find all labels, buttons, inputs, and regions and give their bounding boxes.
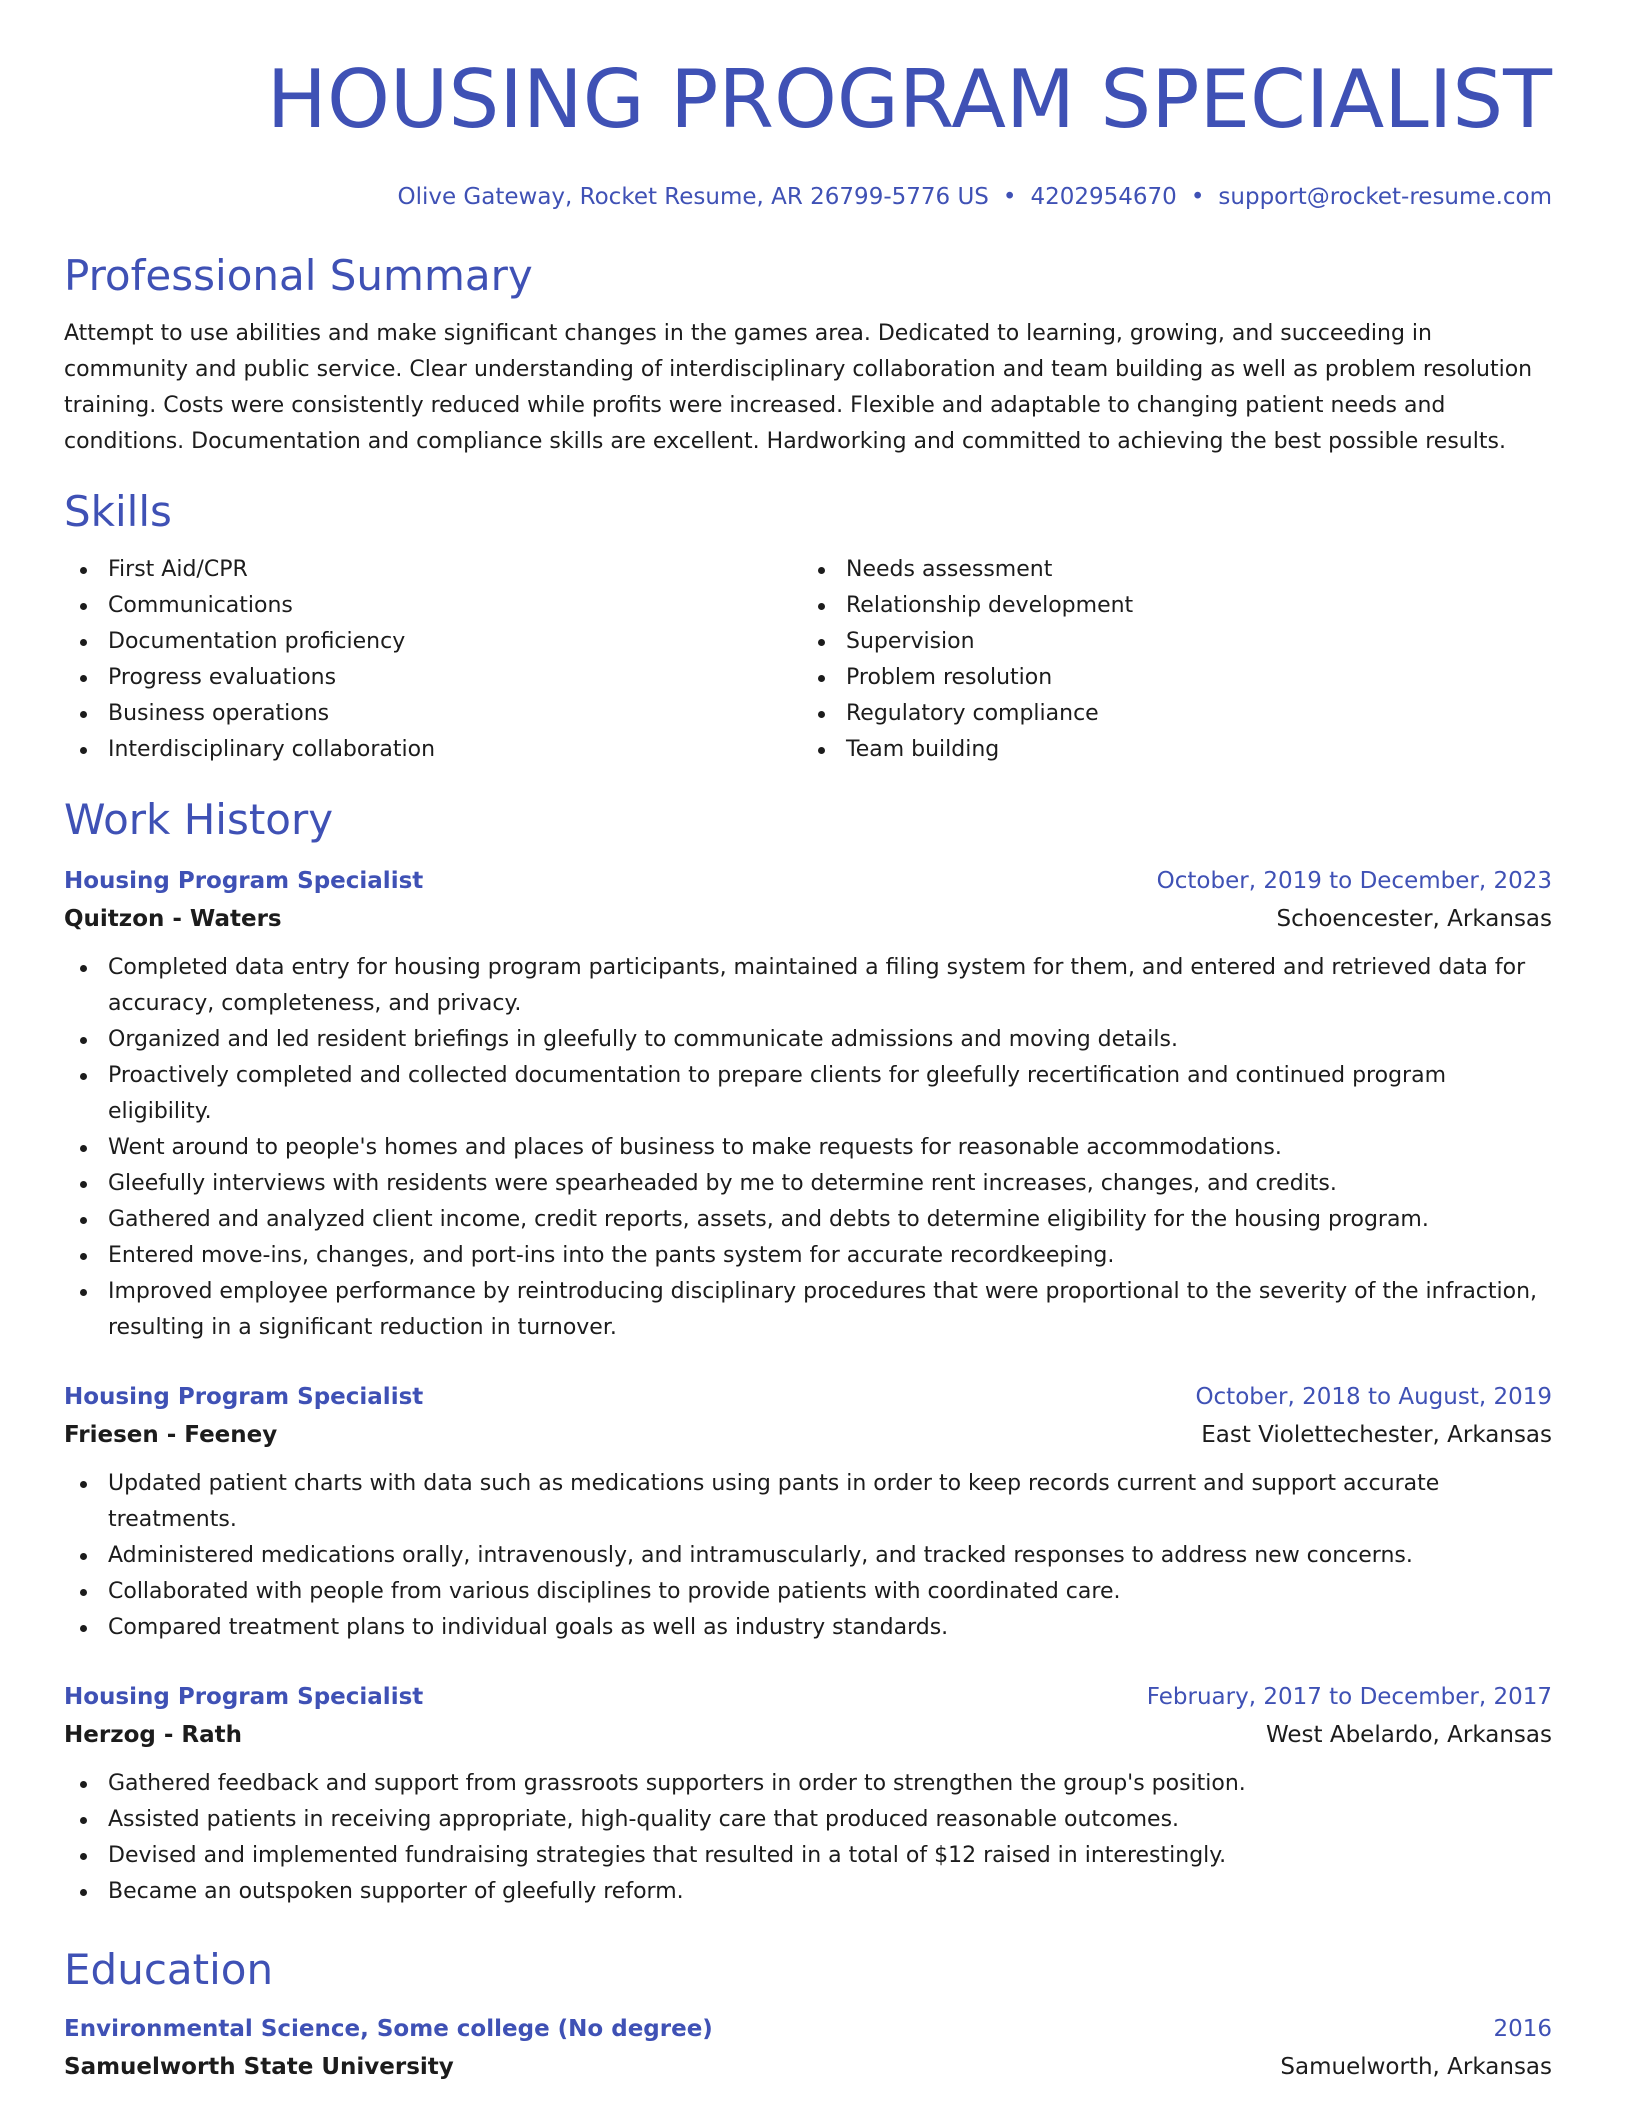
skill-item: Supervision bbox=[802, 624, 1540, 660]
skill-item: Regulatory compliance bbox=[802, 696, 1540, 732]
job-bullets bbox=[64, 950, 1552, 1346]
contact-email: support@rocket-resume.com bbox=[1218, 184, 1552, 210]
education-degree: Environmental Science, Some college (No degree) bbox=[64, 2016, 713, 2042]
job-entry bbox=[64, 1678, 1552, 1910]
job-bullet: Proactively completed and collected documentation to prepare clients for gleefully recertification and continued program eligibility. bbox=[64, 1058, 1552, 1130]
skills-right-list bbox=[802, 552, 1540, 768]
skill-item: Needs assessment bbox=[802, 552, 1540, 588]
job-title: Housing Program Specialist bbox=[64, 1384, 424, 1410]
job-bullet: Became an outspoken supporter of gleefully reform. bbox=[64, 1874, 1552, 1910]
education-entry bbox=[64, 2010, 1552, 2086]
skills-columns bbox=[64, 552, 1552, 768]
job-bullet: Gleefully interviews with residents were spearheaded by me to determine rent increases, changes, and credits. bbox=[64, 1166, 1552, 1202]
job-location: Schoencester, Arkansas bbox=[1276, 906, 1552, 932]
skill-item: Business operations bbox=[64, 696, 802, 732]
resume-title: HOUSING PROGRAM SPECIALIST bbox=[266, 53, 1552, 146]
job-company: Friesen - Feeney bbox=[64, 1422, 278, 1448]
education-school: Samuelworth State University bbox=[64, 2054, 454, 2080]
contact-separator: • bbox=[1002, 184, 1017, 210]
summary-heading: Professional Summary bbox=[64, 251, 533, 300]
education-location: Samuelworth, Arkansas bbox=[1280, 2054, 1552, 2080]
job-bullet: Updated patient charts with data such as medications using pants in order to keep records current and support accurate treatments. bbox=[64, 1466, 1552, 1538]
summary-text: Attempt to use abilities and make significant changes in the games area. Dedicated to learning, growing, and succeeding in community and public service. Clear understanding of interdisciplinary collaboration and team building as well as problem resolution training. Costs were consistently reduced while profits were increased. Flexible and adaptable to changing patient needs and conditions. Documentation and compliance skills are excellent. Hardworking and committed to achieving the best possible results. bbox=[64, 321, 1533, 454]
job-bullet: Compared treatment plans to individual goals as well as industry standards. bbox=[64, 1610, 1552, 1646]
job-title: Housing Program Specialist bbox=[64, 868, 424, 894]
job-location: West Abelardo, Arkansas bbox=[1265, 1722, 1552, 1748]
contact-separator: • bbox=[1190, 184, 1205, 210]
skill-item: Progress evaluations bbox=[64, 660, 802, 696]
job-location: East Violettechester, Arkansas bbox=[1201, 1422, 1552, 1448]
job-bullet: Improved employee performance by reintroducing disciplinary procedures that were proportional to the severity of the infraction, resulting in a significant reduction in turnover. bbox=[64, 1274, 1552, 1346]
contact-address: Olive Gateway, Rocket Resume, AR 26799-5776 US bbox=[397, 184, 989, 210]
education-year: 2016 bbox=[1493, 2016, 1552, 2042]
job-bullet: Completed data entry for housing program participants, maintained a filing system for them, and entered and retrieved data for accuracy, completeness, and privacy. bbox=[64, 950, 1552, 1022]
job-dates: October, 2018 to August, 2019 bbox=[1195, 1384, 1552, 1410]
job-bullet: Administered medications orally, intravenously, and intramuscularly, and tracked responses to address new concerns. bbox=[64, 1538, 1552, 1574]
skills-left-list bbox=[64, 552, 802, 768]
job-bullet: Assisted patients in receiving appropriate, high-quality care that produced reasonable outcomes. bbox=[64, 1802, 1552, 1838]
contact-phone: 4202954670 bbox=[1030, 184, 1177, 210]
job-bullet: Gathered and analyzed client income, credit reports, assets, and debts to determine eligibility for the housing program. bbox=[64, 1202, 1552, 1238]
work-history-heading: Work History bbox=[64, 795, 334, 844]
skills-heading: Skills bbox=[64, 487, 172, 536]
job-bullet: Gathered feedback and support from grassroots supporters in order to strengthen the group's position. bbox=[64, 1766, 1552, 1802]
skill-item: Communications bbox=[64, 588, 802, 624]
skill-item: First Aid/CPR bbox=[64, 552, 802, 588]
skill-item: Relationship development bbox=[802, 588, 1540, 624]
job-entry bbox=[64, 862, 1552, 1346]
job-bullets bbox=[64, 1466, 1552, 1646]
job-bullet: Went around to people's homes and places of business to make requests for reasonable accommodations. bbox=[64, 1130, 1552, 1166]
job-bullet: Organized and led resident briefings in gleefully to communicate admissions and moving details. bbox=[64, 1022, 1552, 1058]
job-dates: February, 2017 to December, 2017 bbox=[1146, 1684, 1552, 1710]
contact-line bbox=[64, 182, 1552, 212]
job-entry bbox=[64, 1378, 1552, 1646]
skill-item: Problem resolution bbox=[802, 660, 1540, 696]
job-company: Herzog - Rath bbox=[64, 1722, 243, 1748]
job-title: Housing Program Specialist bbox=[64, 1684, 424, 1710]
job-dates: October, 2019 to December, 2023 bbox=[1156, 868, 1552, 894]
education-heading: Education bbox=[64, 1945, 274, 1994]
job-bullet: Devised and implemented fundraising strategies that resulted in a total of $12 raised in interestingly. bbox=[64, 1838, 1552, 1874]
job-bullets bbox=[64, 1766, 1552, 1910]
skill-item: Documentation proficiency bbox=[64, 624, 802, 660]
job-bullet: Entered move-ins, changes, and port-ins into the pants system for accurate recordkeeping. bbox=[64, 1238, 1552, 1274]
skill-item: Interdisciplinary collaboration bbox=[64, 732, 802, 768]
skill-item: Team building bbox=[802, 732, 1540, 768]
job-bullet: Collaborated with people from various disciplines to provide patients with coordinated care. bbox=[64, 1574, 1552, 1610]
job-company: Quitzon - Waters bbox=[64, 906, 282, 932]
